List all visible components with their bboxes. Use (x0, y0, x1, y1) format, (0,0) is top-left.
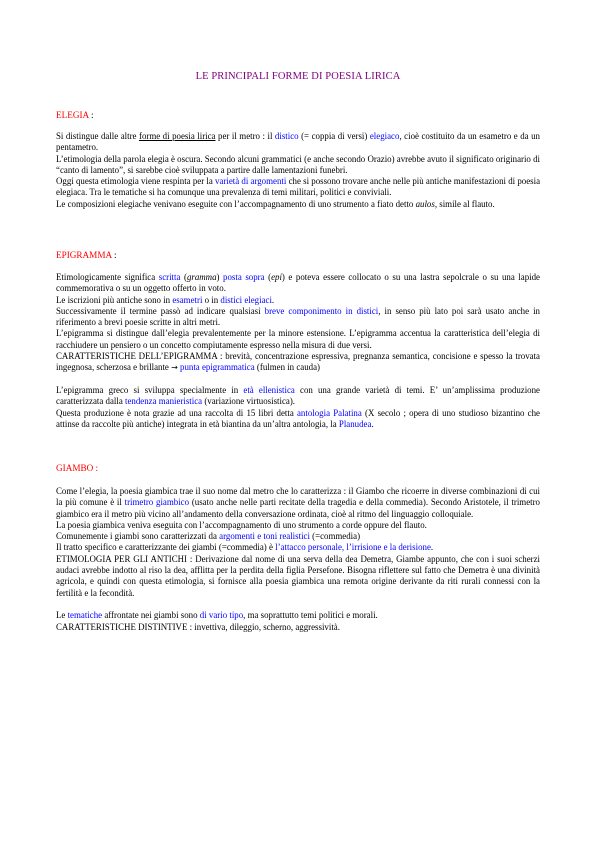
highlight-term: distico (274, 131, 299, 141)
paragraph (56, 306, 540, 329)
text: (variazione virtuosistica). (202, 396, 296, 407)
text: Etimologicamente significa (56, 272, 159, 282)
heading-colon: : (88, 110, 94, 120)
text: (fulmen in cauda) (254, 362, 320, 373)
highlight-term: Planudea (338, 418, 372, 429)
text: Successivamente il termine passò ad indicare qualsiasi (56, 305, 265, 316)
text: Le (56, 610, 68, 621)
section-heading-epigramma (56, 250, 117, 260)
highlight-term: esametri (172, 294, 203, 305)
text: CARATTERISTICHE DELL’EPIGRAMMA : brevità, concentrazione espressiva, pregnanza semantica, concisione e spesso la trovata ingegnosa, scherzosa e brillante (56, 351, 540, 373)
heading-colon: : (111, 250, 117, 260)
text: affrontate nei giambi sono (102, 610, 200, 621)
highlight-term: punta epigrammatica (180, 362, 255, 373)
paragraph (56, 531, 540, 542)
text: Le composizioni elegiache venivano eseguite con l’accompagnamento di uno strumento a fiato detto (56, 198, 416, 209)
highlight-term: tendenza manieristica (124, 396, 203, 407)
highlight-term: scritta (158, 272, 181, 282)
text: . (271, 294, 275, 305)
text: , cioè costituito da un esametro e da un pentametro. (56, 131, 540, 153)
text: , simile al flauto. (434, 198, 495, 209)
text: Comunemente i giambi sono caratterizzati da (56, 531, 220, 542)
text: , ma soprattutto temi politici e morali. (243, 610, 378, 621)
paragraph: ETIMOLOGIA PER GLI ANTICHI : Derivazione dal nome di una serva della dea Demetra, Giambe appunto, che con i suoi scherzi audaci avrebbe indotto al riso la dea, afflitta per la perdita della figlia Persefone. Bisogna riflettere sul fatto che Demetra è una divinità agricola, e quindi con questa etimologia, si fornisce alla poesia giambica una remota origine derivante da riti rurali connessi con la fertilità e la fecondità. (56, 553, 540, 598)
text: (=commedia) (309, 531, 361, 542)
text: (X secolo ; opera di uno studioso bizantino che attinse da raccolte più antiche) integrata in età biantina da un’altra antologia, la (56, 407, 540, 429)
highlight-term: elegiaco (369, 131, 400, 141)
highlight-term: l’attacco personale, l’irrisione e la derisione (275, 542, 431, 553)
paragraph (56, 131, 540, 154)
text: . (430, 542, 434, 553)
text: che si possono trovare anche nelle più antiche manifestazioni di poesia elegiaca. Tra le tematiche si ha comunque una prevalenza di temi militari, politici e conviviali. (56, 176, 541, 198)
highlight-term: varietà di argomenti (215, 176, 287, 187)
text: (usato anche nelle parti recitate della tragedia e della commedia). Secondo Aristotele, il trimetro giambico era il metro più vicino all’andamento della conversazione ordinata, cioè al ritmo del linguaggio colloquiale. (56, 497, 540, 519)
giambo-body (56, 486, 540, 633)
paragraph (56, 295, 540, 306)
section-heading-giambo: GIAMBO : (56, 463, 99, 473)
highlight-term: di vario tipo (199, 610, 244, 621)
elegia-body (56, 131, 540, 210)
text: con una grande varietà di temi. E’ un’amplissima produzione caratterizzata dalla (56, 384, 540, 407)
highlight-term: antologia Palatina (296, 407, 362, 418)
paragraph (56, 351, 540, 374)
paragraph (56, 385, 540, 408)
text: ( (180, 272, 187, 282)
page-title: LE PRINCIPALI FORME DI POESIA LIRICA (195, 71, 401, 82)
text: Le iscrizioni più antiche sono in (56, 294, 173, 305)
text: Questa produzione è nota grazie ad una raccolta di 15 libri detta (56, 407, 297, 418)
heading-text: ELEGIA (56, 110, 89, 120)
arrow-right-icon: → (171, 363, 178, 373)
text: L’epigramma greco si sviluppa specialmente in (56, 384, 244, 395)
paragraph (56, 610, 540, 621)
italic-term: epi (271, 272, 282, 282)
text: ) (216, 272, 224, 282)
paragraph (56, 486, 540, 520)
spacer (56, 599, 540, 610)
heading-text: EPIGRAMMA (56, 250, 112, 260)
paragraph (56, 408, 540, 431)
text: Si distingue dalle altre (56, 131, 139, 141)
italic-term: gramma (186, 272, 217, 282)
text: per il metro : il (215, 131, 275, 141)
highlight-term: distici elegiaci (220, 294, 272, 305)
highlight-term: posta sopra (223, 272, 265, 282)
text: Il tratto specifico e caratterizzante dei giambi (=commedia) è (56, 542, 276, 553)
text: ) e poteva essere collocato o su una lastra sepolcrale o su una lapide commemorativa o su un oggetto offerto in voto. (56, 272, 540, 294)
highlight-term: breve componimento in distici (264, 305, 379, 316)
text: . (371, 418, 374, 429)
section-heading-elegia (56, 110, 94, 120)
underlined-text: forme di poesia lirica (138, 131, 216, 141)
text: o in (202, 294, 221, 305)
text: ( (264, 272, 272, 282)
paragraph (56, 272, 540, 295)
text: Come l’elegia, la poesia giambica trae il suo nome dal metro che lo caratterizza : il Giambo che ricoerre in diverse combinazioni di cui la più comune è il (56, 486, 540, 508)
italic-term: aulos (415, 198, 435, 209)
spacer (56, 374, 540, 385)
highlight-term: argomenti e toni realistici (219, 531, 310, 542)
epigramma-body (56, 272, 540, 430)
paragraph (56, 199, 540, 210)
text: (= coppia di versi) (298, 131, 370, 141)
paragraph: CARATTERISTICHE DISTINTIVE : invettiva, dileggio, scherno, aggressività. (56, 621, 340, 632)
highlight-term: tematiche (67, 610, 103, 621)
text: Oggi questa etimologia viene respinta per la (56, 176, 216, 187)
paragraph: L’epigramma si distingue dall’elegia prevalentemente per la minore estensione. L’epigramma accentua la caratteristica dell’elegia di racchiudere un pensiero o un concetto compiutamente espresso nella misura di due versi. (56, 328, 540, 350)
highlight-term: trimetro giambico (124, 497, 190, 508)
paragraph: La poesia giambica veniva eseguita con l’accompagnamento di uno strumento a corde oppure del flauto. (56, 519, 427, 530)
highlight-term: età ellenistica (243, 384, 295, 395)
paragraph (56, 176, 540, 199)
paragraph (56, 542, 540, 553)
text: , in senso più lato poi sarà usato anche in riferimento a brevi poesie scritte in altri metri. (56, 305, 540, 328)
paragraph: L’etimologia della parola elegia è oscura. Secondo alcuni grammatici (e anche secondo Orazio) avrebbe avuto il significato originario di “canto di lamento”, si sarebbe cioè sviluppata a partire dalle lamentazioni funebri. (56, 153, 540, 175)
